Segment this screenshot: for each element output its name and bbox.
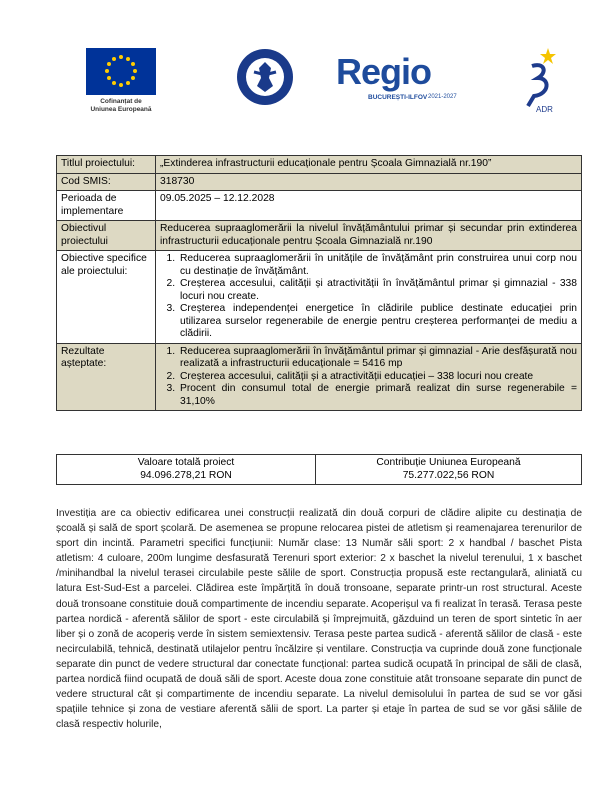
- eu-contribution-cell: [316, 455, 582, 485]
- objective-label: Obiectivul proiectului: [57, 221, 156, 251]
- expected-results: [156, 343, 582, 411]
- eu-caption: Cofinanțat de Uniunea Europeană: [90, 98, 152, 113]
- regio-logo: [336, 51, 466, 104]
- svg-text:ADR: ADR: [536, 105, 553, 114]
- regio-region: BUCUREȘTI-ILFOV: [368, 94, 428, 101]
- list-item: 2. Creșterea accesului, calității și a atractivității educației – 338 locuri nou create: [178, 371, 577, 384]
- eu-flag-icon: [86, 48, 156, 95]
- eu-contribution-label: Contribuție Uniunea Europeană: [376, 457, 521, 468]
- eu-contribution-value: 75.277.022,56 RON: [402, 469, 495, 481]
- title-label: Titlul proiectului:: [57, 156, 156, 174]
- smis-value: 318730: [156, 173, 582, 191]
- smis-label: Cod SMIS:: [57, 173, 156, 191]
- values-table: [56, 454, 582, 485]
- list-item: 3. Creșterea independenței energetice în clădirile publice destinate educației prin utilizarea surselor regenerabile de energie pentru creșterea performanței de mediu a clădirii.: [178, 303, 577, 341]
- title-value: „Extinderea infrastructurii educaționale pentru Școala Gimnazială nr.190”: [156, 156, 582, 174]
- specific-objectives: [156, 251, 582, 344]
- eu-cofunded-logo: [84, 48, 158, 114]
- regio-years: 2021-2027: [428, 94, 457, 100]
- specific-label: Obiective specifice ale proiectului:: [57, 251, 156, 344]
- list-item: 3. Procent din consumul total de energie primară realizat din surse regenerabile = 31,10%: [178, 383, 577, 408]
- total-value: 94.096.278,21 RON: [140, 469, 232, 481]
- project-info-table: [56, 155, 582, 411]
- total-value-cell: [57, 455, 316, 485]
- list-item: 2. Creșterea accesului, calității și atractivității în învățământul primar și gimnazial - 338 locuri nou create.: [178, 278, 577, 303]
- list-item: 1. Reducerea supraaglomerării în unitățile de învățământ prin construirea unui corp nou cu destinație de învățământ.: [178, 253, 577, 278]
- romanian-government-logo: [236, 48, 294, 106]
- description-paragraph: Investiția are ca obiectiv edificarea unei construcții realizată din două corpuri de clădire alipite cu destinația de școală și sală de sport școlară. De asemenea se propune relocarea pistei de atletism și reamenajarea terenurilor de sport din incintă. Parametri specifici funcțiunii: Număr clase: 13 Număr săli sport: 2 x handbal / baschet Pista atletism: 4 culoare, 200m lungime desfasurată Terenuri sport exterior: 2 x baschet la nivelul terenului, 1 x baschet /minihandbal la nivelul terasei circulabile peste sălile de sport. Construcția propusă este rectangulară, aliniată cu latura Est-Sud-Est a parcelei. Clădirea este împărțită în două tronsoane, separate printr-un rost structural. Aceste două tronsoane constituie două compartimente de incendiu separate. Acoperișul va fi realizat în terasă. Terasa peste partea nordică - aferentă sălilor de sport - este circulabilă și împrejmuită, găzduind un teren de sport sintetic în aer liber și o zonă de acoperiș verde în sistem semiextensiv. Terasa peste partea sudică - aferentă sălilor de clasă - este necirculabilă, tehnică, destinată utilajelor pentru încălzire și ventilare. Construcția va cuprinde două zone funcționale separate din punct de vedere structural dar conectate funcțional: partea sudică ocupată în principal de săli de clasă, partea nordică fiind ocupată de două săli de sport. Aceste doua zone constituie atât tronsoane separate din punct de vedere structural cât și compartimente de incendiu separate. La nivelul demisolului în partea de sud se vor găsi spațiile tehnice și zona de vestiare aferentă sălii de sport. La parter și etaje în partea de sud se vor găsi sălile de clasă respectiv holurile,: [56, 508, 582, 731]
- list-item: 1. Reducerea supraaglomerării în învățământul primar și gimnazial - Arie desfășurată nou realizată a infrastructurii educaționale = 5416 mp: [178, 346, 577, 371]
- results-label: Rezultate așteptate:: [57, 343, 156, 411]
- adr-logo: [514, 46, 562, 116]
- objective-value: Reducerea supraaglomerării la nivelul învățământului primar și secundar prin extinderea infrastructurii educaționale pentru Școala Gimnazială nr.190: [156, 221, 582, 251]
- period-label: Perioada de implementare: [57, 191, 156, 221]
- total-label: Valoare totală proiect: [137, 457, 235, 468]
- regio-wordmark: Regio: [336, 51, 432, 92]
- period-value: 09.05.2025 – 12.12.2028: [156, 191, 582, 221]
- logo-header: [0, 40, 612, 130]
